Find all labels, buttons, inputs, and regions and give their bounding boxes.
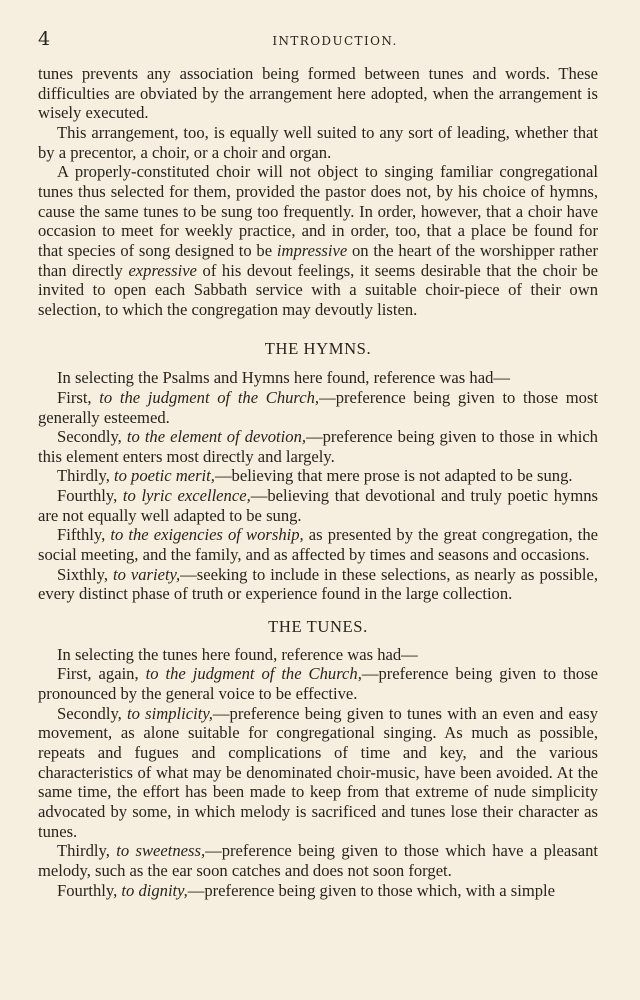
body-text xyxy=(38,64,598,900)
criterion-italic: to poetic merit, xyxy=(114,466,215,486)
paragraph-continued: tunes prevents any association being formed between tunes and words. These difficulties are obviated by the arrangement here adopted, when the arrangement is wisely executed. xyxy=(38,64,598,123)
running-head: INTRODUCTION. xyxy=(272,34,398,48)
section-heading-hymns: THE HYMNS. xyxy=(264,338,372,358)
criterion-italic: to the judgment of the Church, xyxy=(145,664,362,684)
tunes-criteria-list xyxy=(38,664,598,900)
hymns-intro: In selecting the Psalms and Hymns here found, reference was had— xyxy=(57,368,510,388)
paragraph-choir xyxy=(38,162,598,319)
hymns-criterion xyxy=(38,466,598,486)
italic-term-impressive: impressive xyxy=(276,240,348,260)
criterion-lead: Secondly, xyxy=(57,703,128,723)
tunes-intro: In selecting the tunes here found, reference was had— xyxy=(57,644,418,664)
paragraph-arrangement: This arrangement, too, is equally well suited to any sort of leading, whether that by a precentor, a choir, or a choir and organ. xyxy=(38,122,598,162)
criterion-text: —preference being given to tunes with an even and easy movement, as alone suitable for congregational singing. As much as possible, repeats and fugues and complications of time and key, and the various characteristics of what may be denominated choir-music, have been avoided. At the same time, the effort has been made to keep from that extreme of nude simplicity advocated by some, in which melody is sacrificed and tunes lose their character as tunes. xyxy=(38,703,598,841)
criterion-lead: First, again, xyxy=(57,664,146,684)
hymns-criterion xyxy=(38,525,598,564)
criterion-text: —preference being given to those pronounced by the general voice to be effective. xyxy=(38,664,598,704)
hymns-criterion xyxy=(38,486,598,525)
text-run: A properly-constituted choir will not object to singing familiar congregational tunes thus selected for them, provided the pastor does not, by his choice of hymns, cause the same tunes to be sung too frequently. In order, however, that a choir have occasion to meet for weekly practice, and in order, too, that a place be found for that species of song designed to be xyxy=(38,162,598,260)
criterion-lead: Fourthly, xyxy=(57,486,123,506)
criterion-italic: to lyric excellence, xyxy=(122,486,251,506)
hymns-criteria-list xyxy=(38,388,598,604)
text-run: on the heart of the worshipper rather than directly xyxy=(38,240,598,280)
criterion-lead: Sixthly, xyxy=(57,564,113,584)
criterion-lead: Thirdly, xyxy=(57,466,114,486)
tunes-criterion xyxy=(38,881,598,901)
hymns-criterion xyxy=(38,565,598,604)
criterion-lead: First, xyxy=(57,387,100,407)
page-header xyxy=(38,28,602,52)
tunes-criterion xyxy=(38,664,598,703)
criterion-lead: Fourthly, xyxy=(57,880,122,900)
criterion-italic: to simplicity, xyxy=(127,703,213,723)
criterion-lead: Thirdly, xyxy=(57,841,117,861)
hymns-criterion xyxy=(38,427,598,466)
criterion-italic: to the element of devotion, xyxy=(126,427,307,447)
criterion-lead: Secondly, xyxy=(57,427,127,447)
tunes-criterion xyxy=(38,841,598,880)
section-heading-tunes: THE TUNES. xyxy=(268,617,368,637)
criterion-italic: to sweetness, xyxy=(116,841,206,861)
text-run: of his devout feelings, it seems desirable that the choir be invited to open each Sabbath service with a suitable choir-piece of their own selection, to which the congregation may devoutly listen. xyxy=(38,260,599,319)
criterion-italic: to the exigencies of worship, xyxy=(110,525,304,545)
hymns-criterion xyxy=(38,388,598,427)
criterion-text: —preference being given to those most generally esteemed. xyxy=(38,387,599,427)
criterion-text: —preference being given to those which, with a simple xyxy=(187,880,556,900)
criterion-text: —believing that mere prose is not adapted to be sung. xyxy=(214,466,573,486)
criterion-text: —preference being given to those in which this element enters most directly and largely. xyxy=(38,427,598,466)
page-number: 4 xyxy=(38,28,51,50)
tunes-criterion xyxy=(38,704,598,842)
italic-term-expressive: expressive xyxy=(128,260,197,280)
criterion-italic: to the judgment of the Church, xyxy=(99,387,320,407)
criterion-text: —believing that devotional and truly poetic hymns are not equally well adapted to be sung. xyxy=(38,486,598,525)
criterion-lead: Fifthly, xyxy=(57,525,111,545)
criterion-text: —seeking to include in these selections, as nearly as possible, every distinct phase of truth or experience found in the large collection. xyxy=(38,564,599,604)
criterion-text: as presented by the great congregation, the social meeting, and the family, and as affected by times and seasons and occasions. xyxy=(38,525,598,565)
criterion-text: —preference being given to those which have a pleasant melody, such as the ear soon catches and does not soon forget. xyxy=(38,841,599,880)
criterion-italic: to variety, xyxy=(112,564,181,584)
criterion-italic: to dignity, xyxy=(121,880,188,900)
